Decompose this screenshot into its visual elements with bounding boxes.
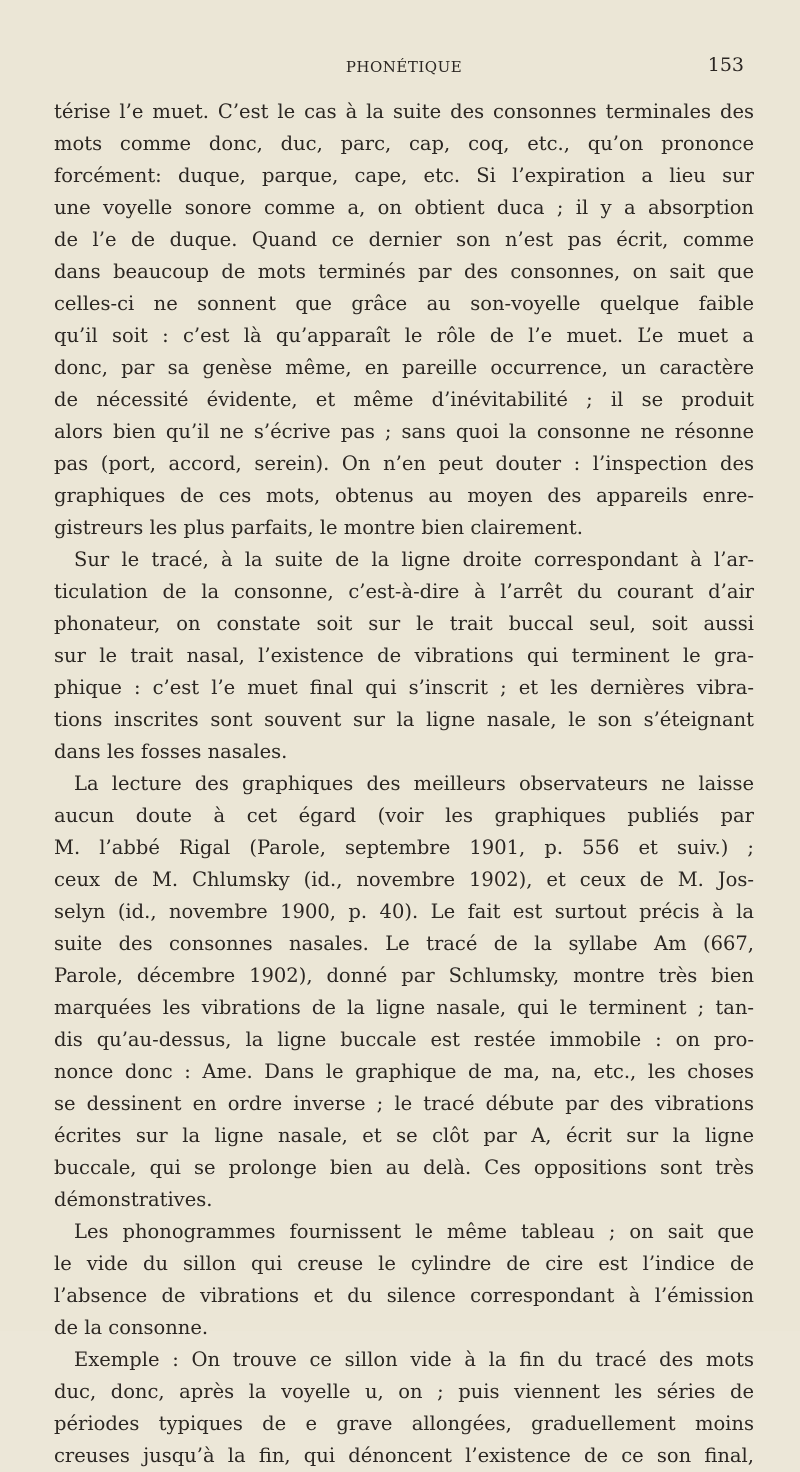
text-line: de la consonne.	[54, 1316, 209, 1339]
text-line: une voyelle sonore comme a, on obtient duca ; il y a absorption	[54, 196, 754, 219]
text-line: aucun doute à cet égard (voir les graphiques publiés par	[54, 804, 754, 827]
text-line: ceux de M. Chlumsky (id., novembre 1902), et ceux de M. Jos-	[54, 868, 754, 891]
text-line: Les phonogrammes fournissent le même tableau ; on sait que	[74, 1220, 754, 1243]
text-line: phique : c’est l’e muet final qui s’inscrit ; et les dernières vibra-	[54, 676, 754, 699]
text-line: graphiques de ces mots, obtenus au moyen des appareils enre-	[54, 484, 754, 507]
text-line: térise l’e muet. C’est le cas à la suite des consonnes terminales des	[54, 100, 754, 123]
text-line: La lecture des graphiques des meilleurs observateurs ne laisse	[74, 772, 754, 795]
text-line: dis qu’au-dessus, la ligne buccale est restée immobile : on pro-	[54, 1028, 754, 1051]
text-line: qu’il soit : c’est là qu’apparaît le rôle de l’e muet. L’e muet a	[54, 324, 754, 347]
text-line: donc, par sa genèse même, en pareille occurrence, un caractère	[54, 356, 754, 379]
text-line: Parole, décembre 1902), donné par Schlumsky, montre très bien	[54, 964, 754, 987]
text-line: dans les fosses nasales.	[54, 740, 288, 763]
text-line: dans beaucoup de mots terminés par des consonnes, on sait que	[54, 260, 754, 283]
running-title: PHONÉTIQUE	[345, 58, 463, 76]
text-line: écrites sur la ligne nasale, et se clôt par A, écrit sur la ligne	[54, 1124, 754, 1147]
text-line: Exemple : On trouve ce sillon vide à la fin du tracé des mots	[74, 1348, 754, 1371]
text-line: marquées les vibrations de la ligne nasale, qui le terminent ; tan-	[54, 996, 754, 1019]
text-line: pas (port, accord, serein). On n’en peut douter : l’inspection des	[54, 452, 754, 475]
text-line: le vide du sillon qui creuse le cylindre de cire est l’indice de	[54, 1252, 754, 1275]
text-line: duc, donc, après la voyelle u, on ; puis viennent les séries de	[54, 1380, 754, 1403]
page-number: 153	[707, 54, 744, 76]
text-line: creuses jusqu’à la fin, qui dénoncent l’existence de ce son final,	[54, 1444, 754, 1467]
page-header	[54, 54, 754, 80]
text-line: buccale, qui se prolonge bien au delà. Ces oppositions sont très	[54, 1156, 754, 1179]
text-line: démonstratives.	[54, 1188, 213, 1211]
text-line: nonce donc : Ame. Dans le graphique de ma, na, etc., les choses	[54, 1060, 754, 1083]
text-line: l’absence de vibrations et du silence correspondant à l’émission	[54, 1284, 754, 1307]
text-line: ticulation de la consonne, c’est-à-dire à l’arrêt du courant d’air	[54, 580, 754, 603]
text-line: périodes typiques de e grave allongées, graduellement moins	[54, 1412, 754, 1435]
text-line: suite des consonnes nasales. Le tracé de la syllabe Am (667,	[54, 932, 754, 955]
text-line: gistreurs les plus parfaits, le montre bien clairement.	[54, 516, 583, 539]
text-line: de l’e de duque. Quand ce dernier son n’est pas écrit, comme	[54, 228, 754, 251]
text-line: de nécessité évidente, et même d’inévitabilité ; il se produit	[54, 388, 754, 411]
text-line: sur le trait nasal, l’existence de vibrations qui terminent le gra-	[54, 644, 754, 667]
text-line: forcément: duque, parque, cape, etc. Si l’expiration a lieu sur	[54, 164, 754, 187]
text-line: phonateur, on constate soit sur le trait buccal seul, soit aussi	[54, 612, 754, 635]
text-line: Sur le tracé, à la suite de la ligne droite correspondant à l’ar-	[74, 548, 754, 571]
text-line: selyn (id., novembre 1900, p. 40). Le fait est surtout précis à la	[54, 900, 754, 923]
text-line: se dessinent en ordre inverse ; le tracé débute par des vibrations	[54, 1092, 754, 1115]
text-line: celles-ci ne sonnent que grâce au son-voyelle quelque faible	[54, 292, 754, 315]
text-line: alors bien qu’il ne s’écrive pas ; sans quoi la consonne ne résonne	[54, 420, 754, 443]
text-line: M. l’abbé Rigal (Parole, septembre 1901, p. 556 et suiv.) ;	[54, 836, 754, 859]
body-text	[54, 96, 754, 1472]
text-line: mots comme donc, duc, parc, cap, coq, etc., qu’on prononce	[54, 132, 754, 155]
text-line: tions inscrites sont souvent sur la ligne nasale, le son s’éteignant	[54, 708, 754, 731]
